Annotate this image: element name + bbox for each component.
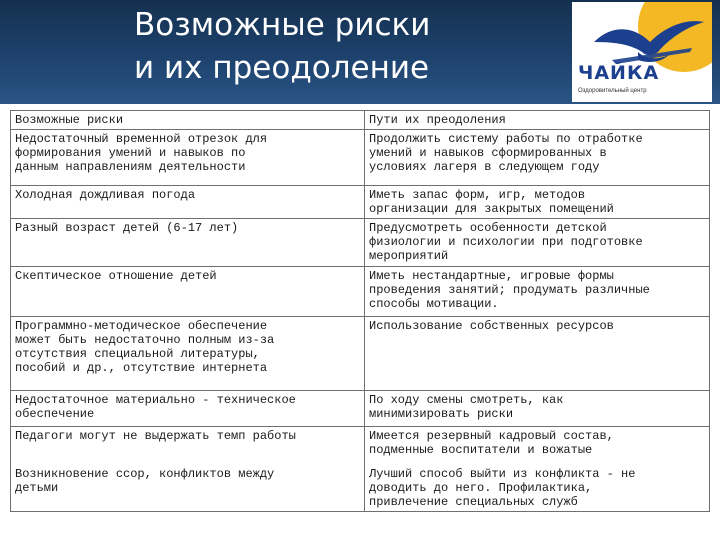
table-row bbox=[11, 459, 710, 512]
solution-cell bbox=[365, 186, 710, 219]
solution-line: По ходу смены смотреть, как bbox=[369, 393, 564, 407]
risk-cell bbox=[11, 427, 365, 460]
slide-content bbox=[0, 104, 720, 540]
risk-line: формирования умений и навыков по bbox=[15, 146, 246, 160]
risk-cell bbox=[11, 267, 365, 317]
logo-name: ЧАЙКА bbox=[578, 62, 660, 84]
solution-line: Предусмотреть особенности детской bbox=[369, 221, 607, 235]
solution-cell bbox=[365, 267, 710, 317]
solution-line: Имеется резервный кадровый состав, bbox=[369, 429, 614, 443]
solution-line: доводить до него. Профилактика, bbox=[369, 481, 593, 495]
slide-header bbox=[0, 0, 720, 104]
risk-line: пособий и др., отсутствие интернета bbox=[15, 361, 268, 375]
risk-line: обеспечение bbox=[15, 407, 95, 421]
solution-line: Продолжить систему работы по отработке bbox=[369, 132, 643, 146]
solution-line: физиологии и психологии при подготовке bbox=[369, 235, 643, 249]
risk-line: Недостаточный временной отрезок для bbox=[15, 132, 268, 146]
solution-line: умений и навыков сформированных в bbox=[369, 146, 607, 160]
risk-cell bbox=[11, 391, 365, 427]
risk-line: Скептическое отношение детей bbox=[15, 269, 217, 283]
risk-cell bbox=[11, 317, 365, 391]
solution-line: привлечение специальных служб bbox=[369, 495, 578, 509]
risk-line: Программно-методическое обеспечение bbox=[15, 319, 268, 333]
risks-table bbox=[10, 110, 710, 512]
risk-cell bbox=[11, 186, 365, 219]
header-solutions: Пути их преодоления bbox=[365, 111, 710, 130]
solution-line: организации для закрытых помещений bbox=[369, 202, 614, 216]
table-row bbox=[11, 427, 710, 460]
table-row bbox=[11, 391, 710, 427]
solution-cell bbox=[365, 459, 710, 512]
header-risks: Возможные риски bbox=[11, 111, 365, 130]
table-row bbox=[11, 267, 710, 317]
risk-line: Холодная дождливая погода bbox=[15, 188, 196, 202]
solution-cell bbox=[365, 130, 710, 186]
risk-line: Недостаточное материально - техническое bbox=[15, 393, 296, 407]
solution-line: минимизировать риски bbox=[369, 407, 514, 421]
solution-line: Лучший способ выйти из конфликта - не bbox=[369, 467, 636, 481]
risk-cell bbox=[11, 219, 365, 267]
risk-line: детьми bbox=[15, 481, 59, 495]
chaika-logo bbox=[572, 2, 712, 102]
risk-line: может быть недостаточно полным из-за bbox=[15, 333, 275, 347]
solution-line: проведения занятий; продумать различные bbox=[369, 283, 650, 297]
solution-cell bbox=[365, 391, 710, 427]
risk-cell bbox=[11, 130, 365, 186]
solution-cell bbox=[365, 317, 710, 391]
table-header-row bbox=[11, 111, 710, 130]
solution-cell bbox=[365, 219, 710, 267]
slide-title-line-1: Возможные риски bbox=[134, 7, 431, 43]
slide-title-line-2: и их преодоление bbox=[134, 50, 430, 86]
table-row bbox=[11, 219, 710, 267]
logo-subtitle: Оздоровительный центр bbox=[578, 88, 647, 94]
solution-line: подменные воспитатели и вожатые bbox=[369, 443, 593, 457]
solution-cell bbox=[365, 427, 710, 460]
solution-line: Иметь запас форм, игр, методов bbox=[369, 188, 586, 202]
risk-line: Возникновение ссор, конфликтов между bbox=[15, 467, 275, 481]
table-row bbox=[11, 130, 710, 186]
solution-line: Использование собственных ресурсов bbox=[369, 319, 614, 333]
risk-cell bbox=[11, 459, 365, 512]
solution-line: способы мотивации. bbox=[369, 297, 499, 311]
risk-line: Педагоги могут не выдержать темп работы bbox=[15, 429, 296, 443]
solution-line: мероприятий bbox=[369, 249, 449, 263]
solution-line: условиях лагеря в следующем году bbox=[369, 160, 600, 174]
risk-line: Разный возраст детей (6-17 лет) bbox=[15, 221, 239, 235]
slide-title bbox=[134, 4, 554, 90]
table-row bbox=[11, 186, 710, 219]
solution-line: Иметь нестандартные, игровые формы bbox=[369, 269, 614, 283]
risk-line: данным направлениям деятельности bbox=[15, 160, 246, 174]
table-row bbox=[11, 317, 710, 391]
seagull-icon bbox=[572, 2, 712, 102]
risk-line: отсутствия специальной литературы, bbox=[15, 347, 260, 361]
